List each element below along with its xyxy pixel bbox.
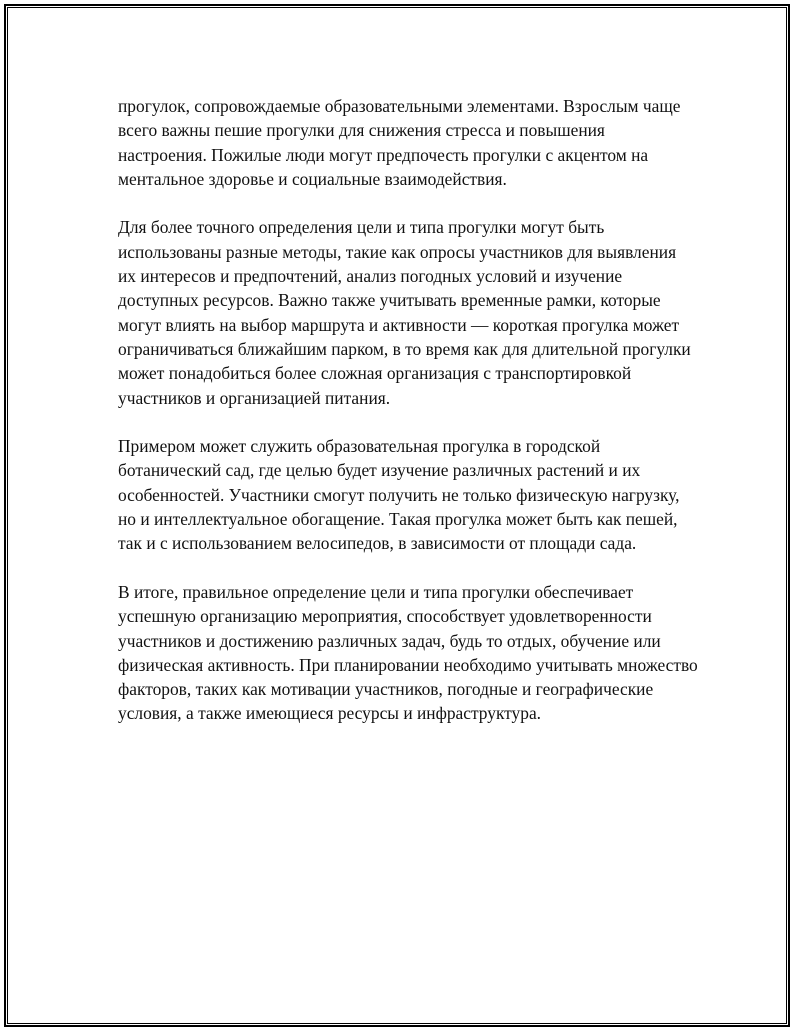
paragraph-3: Примером может служить образовательная прогулка в городской ботанический сад, где целью будет изучение различных растений и их особенностей. Участники смогут получить не только физическую нагрузку, но и интеллектуальное обогащение. Такая прогулка может быть как пешей, так и с использованием велосипедов, в зависимости от площади сада. [118,436,680,554]
paragraph-1: прогулок, сопровождаемые образовательными элементами. Взрослым чаще всего важны пешие прогулки для снижения стресса и повышения настроения. Пожилые люди могут предпочесть прогулки с акцентом на ментальное здоровье и социальные взаимодействия. [118,96,681,189]
paragraph-2: Для более точного определения цели и типа прогулки могут быть использованы разные методы, такие как опросы участников для выявления их интересов и предпочтений, анализ погодных условий и изучение доступных ресурсов. Важно также учитывать временные рамки, которые могут влиять на выбор маршрута и активности — короткая прогулка может ограничиваться ближайшим парком, в то время как для длительной прогулки может понадобиться более сложная организация с транспортировкой участников и организацией питания. [118,217,691,408]
paragraph-4: В итоге, правильное определение цели и типа прогулки обеспечивает успешную организацию мероприятия, способствует удовлетворенности участников и достижению различных задач, будь то отдых, обучение или физическая активность. При планировании необходимо учитывать множество факторов, таких как мотивации участников, погодные и географические условия, а также имеющиеся ресурсы и инфраструктура. [118,581,698,724]
document-body [118,94,698,750]
